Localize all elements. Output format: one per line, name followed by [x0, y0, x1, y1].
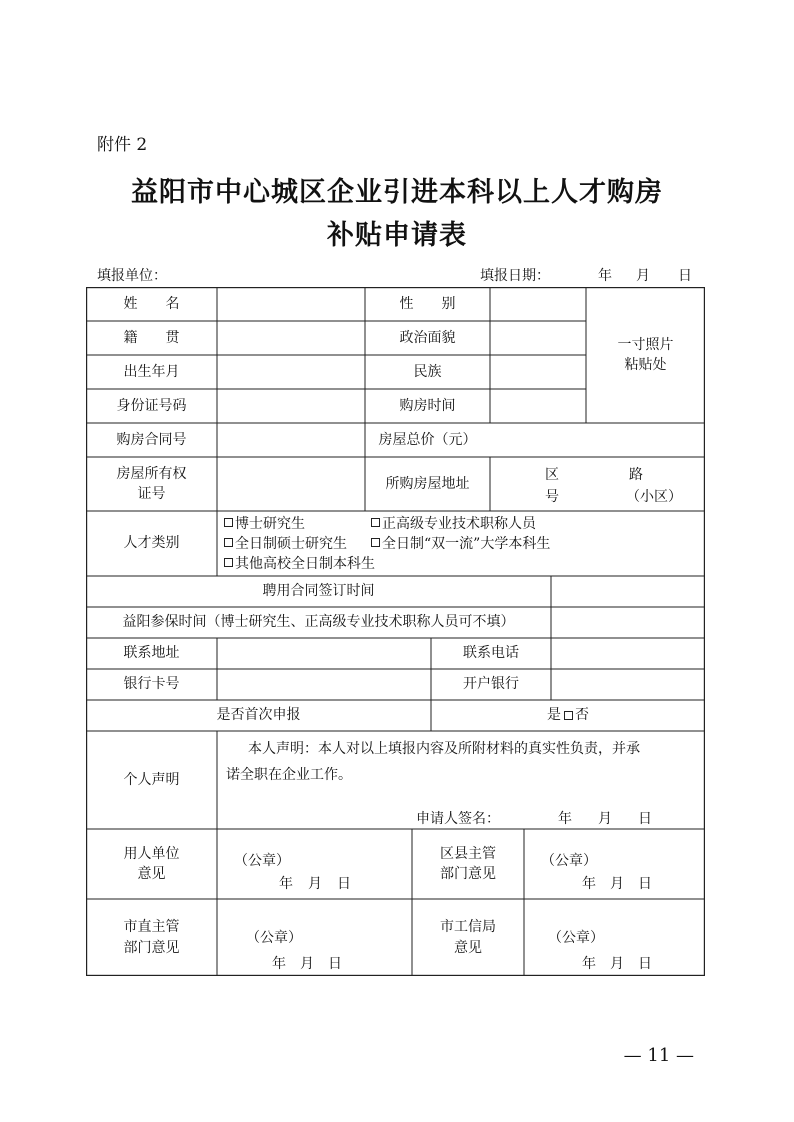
county-dept-opinion-line2: 部门意见: [440, 866, 496, 882]
purchase-time-label: 购房时间: [399, 397, 456, 414]
ownership-cert-field[interactable]: [217, 457, 365, 511]
county-dept-opinion-line1: 区县主管: [440, 845, 496, 862]
city-dept-seal-label: （公章）: [246, 930, 302, 946]
county-dept-opinion-label: [412, 829, 524, 899]
no-option-label: 否: [575, 707, 589, 724]
employer-date-day: 日: [337, 876, 351, 892]
contact-phone-label: 联系电话: [463, 645, 519, 662]
gender-label: 性 别: [399, 295, 456, 312]
miit-date-year: 年: [582, 956, 596, 972]
political-status-label: 政治面貌: [399, 329, 456, 346]
id-number-label: 身份证号码: [116, 397, 187, 414]
first-application-label: 是否首次申报: [216, 707, 301, 724]
form-title-line1: 益阳市中心城区企业引进本科以上人才购房: [131, 177, 663, 208]
employer-date-year: 年: [279, 876, 293, 892]
native-place-field[interactable]: [217, 321, 365, 355]
ethnicity-field[interactable]: [490, 355, 586, 389]
talent-type-label: 人才类别: [123, 535, 180, 552]
sign-date-month: 月: [598, 811, 612, 827]
declaration-text-line1: 本人声明：本人对以上填报内容及所附材料的真实性负责，并承: [248, 741, 640, 757]
checkbox-icon: [371, 538, 380, 547]
talent-option-master[interactable]: 全日制硕士研究生: [224, 534, 347, 554]
fill-unit-label: 填报单位：: [97, 268, 167, 284]
ethnicity-label: 民族: [413, 363, 442, 380]
contact-address-label: 联系地址: [123, 645, 180, 662]
checkbox-icon: [224, 518, 233, 527]
contract-number-label: 购房合同号: [116, 431, 187, 448]
sign-date-day: 日: [638, 811, 652, 827]
fill-date-year: 年: [598, 268, 612, 284]
declaration-label: 个人声明: [123, 771, 180, 788]
attachment-label: 附件 2: [97, 135, 148, 155]
checkbox-icon: [224, 558, 233, 567]
address-number-label: 号: [545, 489, 559, 505]
fill-date-day: 日: [678, 268, 692, 284]
gender-field[interactable]: [490, 287, 586, 321]
birth-date-field[interactable]: [217, 355, 365, 389]
fill-date-month: 月: [636, 268, 650, 284]
bank-card-field[interactable]: [217, 669, 431, 700]
form-title-line2: 补贴申请表: [327, 220, 467, 251]
talent-option-phd[interactable]: 博士研究生: [224, 514, 305, 534]
name-label: 姓 名: [123, 295, 180, 312]
declaration-text-line2: 诺全职在企业工作。: [226, 767, 352, 783]
city-dept-date-year: 年: [272, 956, 286, 972]
purchase-time-field[interactable]: [490, 389, 586, 423]
applicant-signature-field[interactable]: [494, 802, 554, 824]
city-dept-opinion-line2: 部门意见: [123, 939, 180, 956]
birth-date-label: 出生年月: [123, 363, 180, 380]
ownership-cert-label-line2: 证号: [137, 486, 166, 502]
sign-date-year: 年: [558, 811, 572, 827]
first-application-choice: [431, 700, 705, 731]
address-district-label: 区: [545, 467, 559, 483]
house-address-label: 所购房屋地址: [385, 475, 470, 492]
talent-option-double-first-class[interactable]: 全日制“双一流”大学本科生: [371, 534, 550, 554]
contact-address-field[interactable]: [217, 638, 431, 669]
employer-opinion-label: [86, 829, 217, 899]
bank-label: 开户银行: [463, 676, 519, 693]
insurance-time-label: 益阳参保时间（博士研究生、正高级专业技术职称人员可不填）: [122, 614, 515, 631]
photo-area[interactable]: [586, 287, 705, 423]
employment-contract-field[interactable]: [551, 576, 705, 607]
checkbox-icon: [224, 538, 233, 547]
talent-option-other-bachelor[interactable]: 其他高校全日制本科生: [224, 554, 375, 574]
insurance-time-field[interactable]: [551, 607, 705, 638]
county-date-year: 年: [582, 876, 596, 892]
miit-date-day: 日: [638, 956, 652, 972]
employer-opinion-line1: 用人单位: [123, 845, 180, 862]
ownership-cert-label-line1: 房屋所有权: [116, 465, 187, 482]
fill-date-label: 填报日期：: [480, 268, 550, 284]
bank-field[interactable]: [551, 669, 705, 700]
employer-date-month: 月: [308, 876, 322, 892]
miit-opinion-line1: 市工信局: [440, 919, 496, 936]
yes-checkbox-icon[interactable]: [564, 711, 573, 720]
page-number: — 11 —: [623, 1045, 694, 1066]
name-field[interactable]: [217, 287, 365, 321]
city-dept-opinion-label: [86, 899, 217, 976]
political-status-field[interactable]: [490, 321, 586, 355]
photo-label-line2: 粘贴处: [624, 357, 667, 373]
contract-number-field[interactable]: [217, 423, 365, 457]
bank-card-label: 银行卡号: [123, 676, 180, 693]
address-community-label: （小区）: [626, 489, 682, 505]
talent-option-senior-title[interactable]: 正高级专业技术职称人员: [371, 514, 536, 534]
county-seal-label: （公章）: [541, 853, 597, 869]
application-form: [86, 287, 705, 976]
native-place-label: 籍 贯: [123, 329, 180, 346]
applicant-sign-label: 申请人签名：: [416, 811, 500, 827]
miit-opinion-label: [412, 899, 524, 976]
county-date-month: 月: [610, 876, 624, 892]
photo-label-line1: 一寸照片: [617, 336, 674, 353]
yes-option-label: 是: [547, 707, 561, 724]
city-dept-opinion-line1: 市直主管: [123, 919, 180, 936]
total-price-label: 房屋总价（元）: [378, 431, 477, 448]
city-dept-date-day: 日: [328, 956, 342, 972]
employer-opinion-line2: 意见: [137, 866, 166, 882]
miit-seal-label: （公章）: [548, 930, 604, 946]
employer-seal-label: （公章）: [234, 853, 290, 869]
county-date-day: 日: [638, 876, 652, 892]
miit-date-month: 月: [610, 956, 624, 972]
address-road-label: 路: [629, 467, 643, 483]
ownership-cert-label: [86, 457, 217, 511]
id-number-field[interactable]: [217, 389, 365, 423]
checkbox-icon: [371, 518, 380, 527]
total-price-field[interactable]: [490, 423, 705, 457]
contact-phone-field[interactable]: [551, 638, 705, 669]
city-dept-date-month: 月: [300, 956, 314, 972]
employment-contract-label: 聘用合同签订时间: [262, 583, 375, 600]
miit-opinion-line2: 意见: [454, 939, 482, 956]
